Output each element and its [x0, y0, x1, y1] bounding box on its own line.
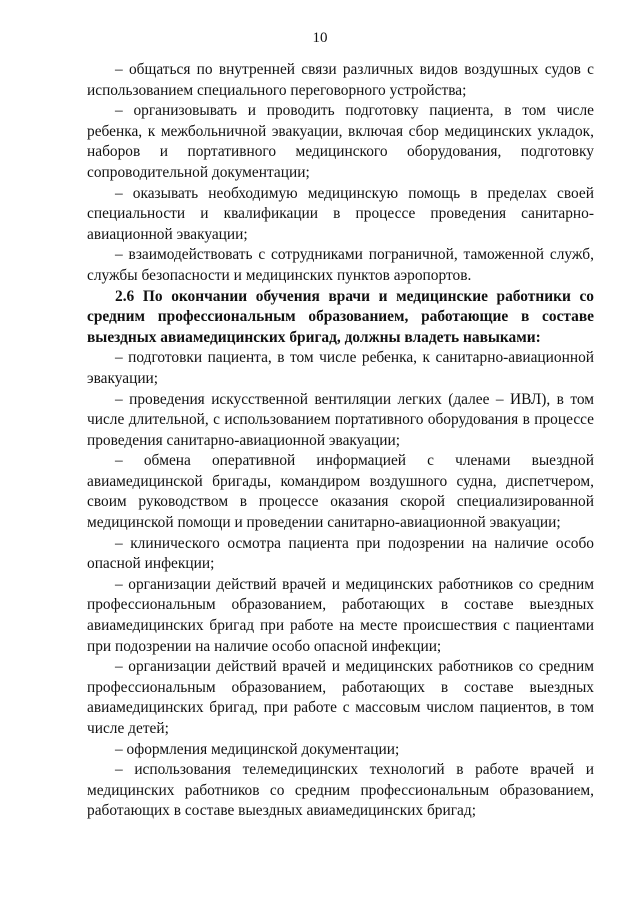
list-item: – оказывать необходимую медицинскую помощь в пределах своей специальности и квалификации в процессе проведения санитарно-авиационной эвакуации;: [87, 184, 594, 243]
list-item: – оформления медицинской документации;: [115, 740, 400, 758]
list-item: – организовывать и проводить подготовку пациента, в том числе ребенка, к межбольничной эвакуации, включая сбор медицинских укладок, наборов и портативного медицинского оборудования, подготовку сопроводительной документации;: [87, 102, 594, 181]
section-heading: 2.6 По окончании обучения врачи и медицинские работники со средним профессиональным образованием, работающие в составе выездных авиамедицинских бригад, должны владеть навыками:: [87, 287, 594, 346]
list-item: – организации действий врачей и медицинских работников со средним профессиональным образованием, работающих в составе выездных авиамедицинских бригад, при работе с массовым числом пациентов, в том числе детей;: [87, 658, 594, 737]
list-item: – взаимодействовать с сотрудниками пограничной, таможенной служб, службы безопасности и медицинских пунктов аэропортов.: [87, 246, 594, 284]
list-item: – клинического осмотра пациента при подозрении на наличие особо опасной инфекции;: [87, 534, 594, 573]
list-item: – общаться по внутренней связи различных видов воздушных судов с использованием специального переговорного устройства;: [87, 61, 594, 99]
document-body: [87, 60, 594, 822]
list-item: – обмена оперативной информацией с членами выездной авиамедицинской бригады, командиром воздушного судна, диспетчером, своим руководством в процессе оказания скорой специализированной медицинской помощи и проведении санитарно-авиационной эвакуации;: [87, 452, 594, 532]
list-item: – проведения искусственной вентиляции легких (далее – ИВЛ), в том числе длительной, с использованием портативного оборудования в процессе проведения санитарно-авиационной эвакуации;: [87, 390, 594, 449]
list-item: – подготовки пациента, в том числе ребенка, к санитарно-авиационной эвакуации;: [87, 349, 594, 387]
page-number: 10: [312, 30, 328, 46]
list-item: – организации действий врачей и медицинских работников со средним профессиональным образованием, работающих в составе выездных авиамедицинских бригад при работе на месте происшествия с пациентами при подозрении на наличие особо опасной инфекции;: [87, 575, 594, 655]
list-item: – использования телемедицинских технологий в работе врачей и медицинских работников со средним профессиональным образованием, работающих в составе выездных авиамедицинских бригад;: [87, 761, 594, 820]
